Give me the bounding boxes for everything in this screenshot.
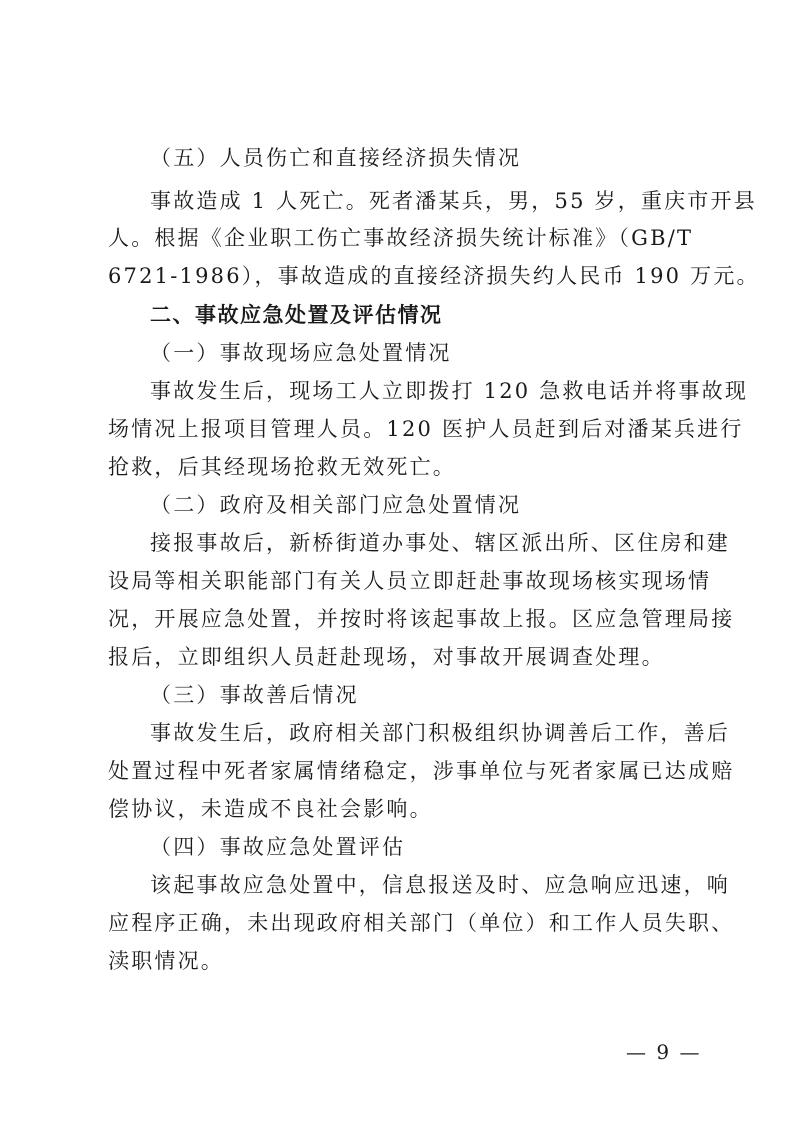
page-number: — 9 —	[626, 1040, 702, 1064]
paragraph-line: 场情况上报项目管理人员。120 医护人员赶到后对潘某兵进行	[108, 417, 744, 441]
paragraph-line: 事故造成 1 人死亡。死者潘某兵，男，55 岁，重庆市开县	[150, 189, 757, 213]
part-heading-emergency-response: 二、事故应急处置及评估情况	[150, 303, 443, 327]
paragraph-line: 事故发生后，现场工人立即拨打 120 急救电话并将事故现	[150, 379, 749, 403]
paragraph-line: 抢救，后其经现场抢救无效死亡。	[108, 455, 456, 479]
paragraph-line: 设局等相关职能部门有关人员立即赶赴事故现场核实现场情	[108, 569, 712, 593]
paragraph-line: 该起事故应急处置中，信息报送及时、应急响应迅速，响	[150, 873, 730, 897]
paragraph-line: 应程序正确，未出现政府相关部门（单位）和工作人员失职、	[108, 911, 735, 935]
paragraph-line: 报后，立即组织人员赶赴现场，对事故开展调查处理。	[108, 645, 665, 669]
paragraph-line: 6721-1986），事故造成的直接经济损失约人民币 190 万元。	[108, 264, 760, 288]
section-heading-aftermath: （三）事故善后情况	[150, 683, 359, 707]
paragraph-line: 况，开展应急处置，并按时将该起事故上报。区应急管理局接	[108, 607, 735, 631]
section-heading-onsite-response: （一）事故现场应急处置情况	[150, 341, 452, 365]
paragraph-line: 事故发生后，政府相关部门积极组织协调善后工作，善后	[150, 721, 730, 745]
section-heading-response-evaluation: （四）事故应急处置评估	[150, 835, 406, 859]
paragraph-line: 渎职情况。	[108, 949, 224, 973]
section-heading-government-response: （二）政府及相关部门应急处置情况	[150, 493, 522, 517]
paragraph-line: 偿协议，未造成不良社会影响。	[108, 797, 433, 821]
paragraph-line: 人。根据《企业职工伤亡事故经济损失统计标准》（GB/T	[108, 226, 694, 250]
section-heading-casualties: （五）人员伤亡和直接经济损失情况	[150, 146, 522, 170]
paragraph-line: 处置过程中死者家属情绪稳定，涉事单位与死者家属已达成赔	[108, 759, 735, 783]
paragraph-line: 接报事故后，新桥街道办事处、辖区派出所、区住房和建	[150, 531, 730, 555]
